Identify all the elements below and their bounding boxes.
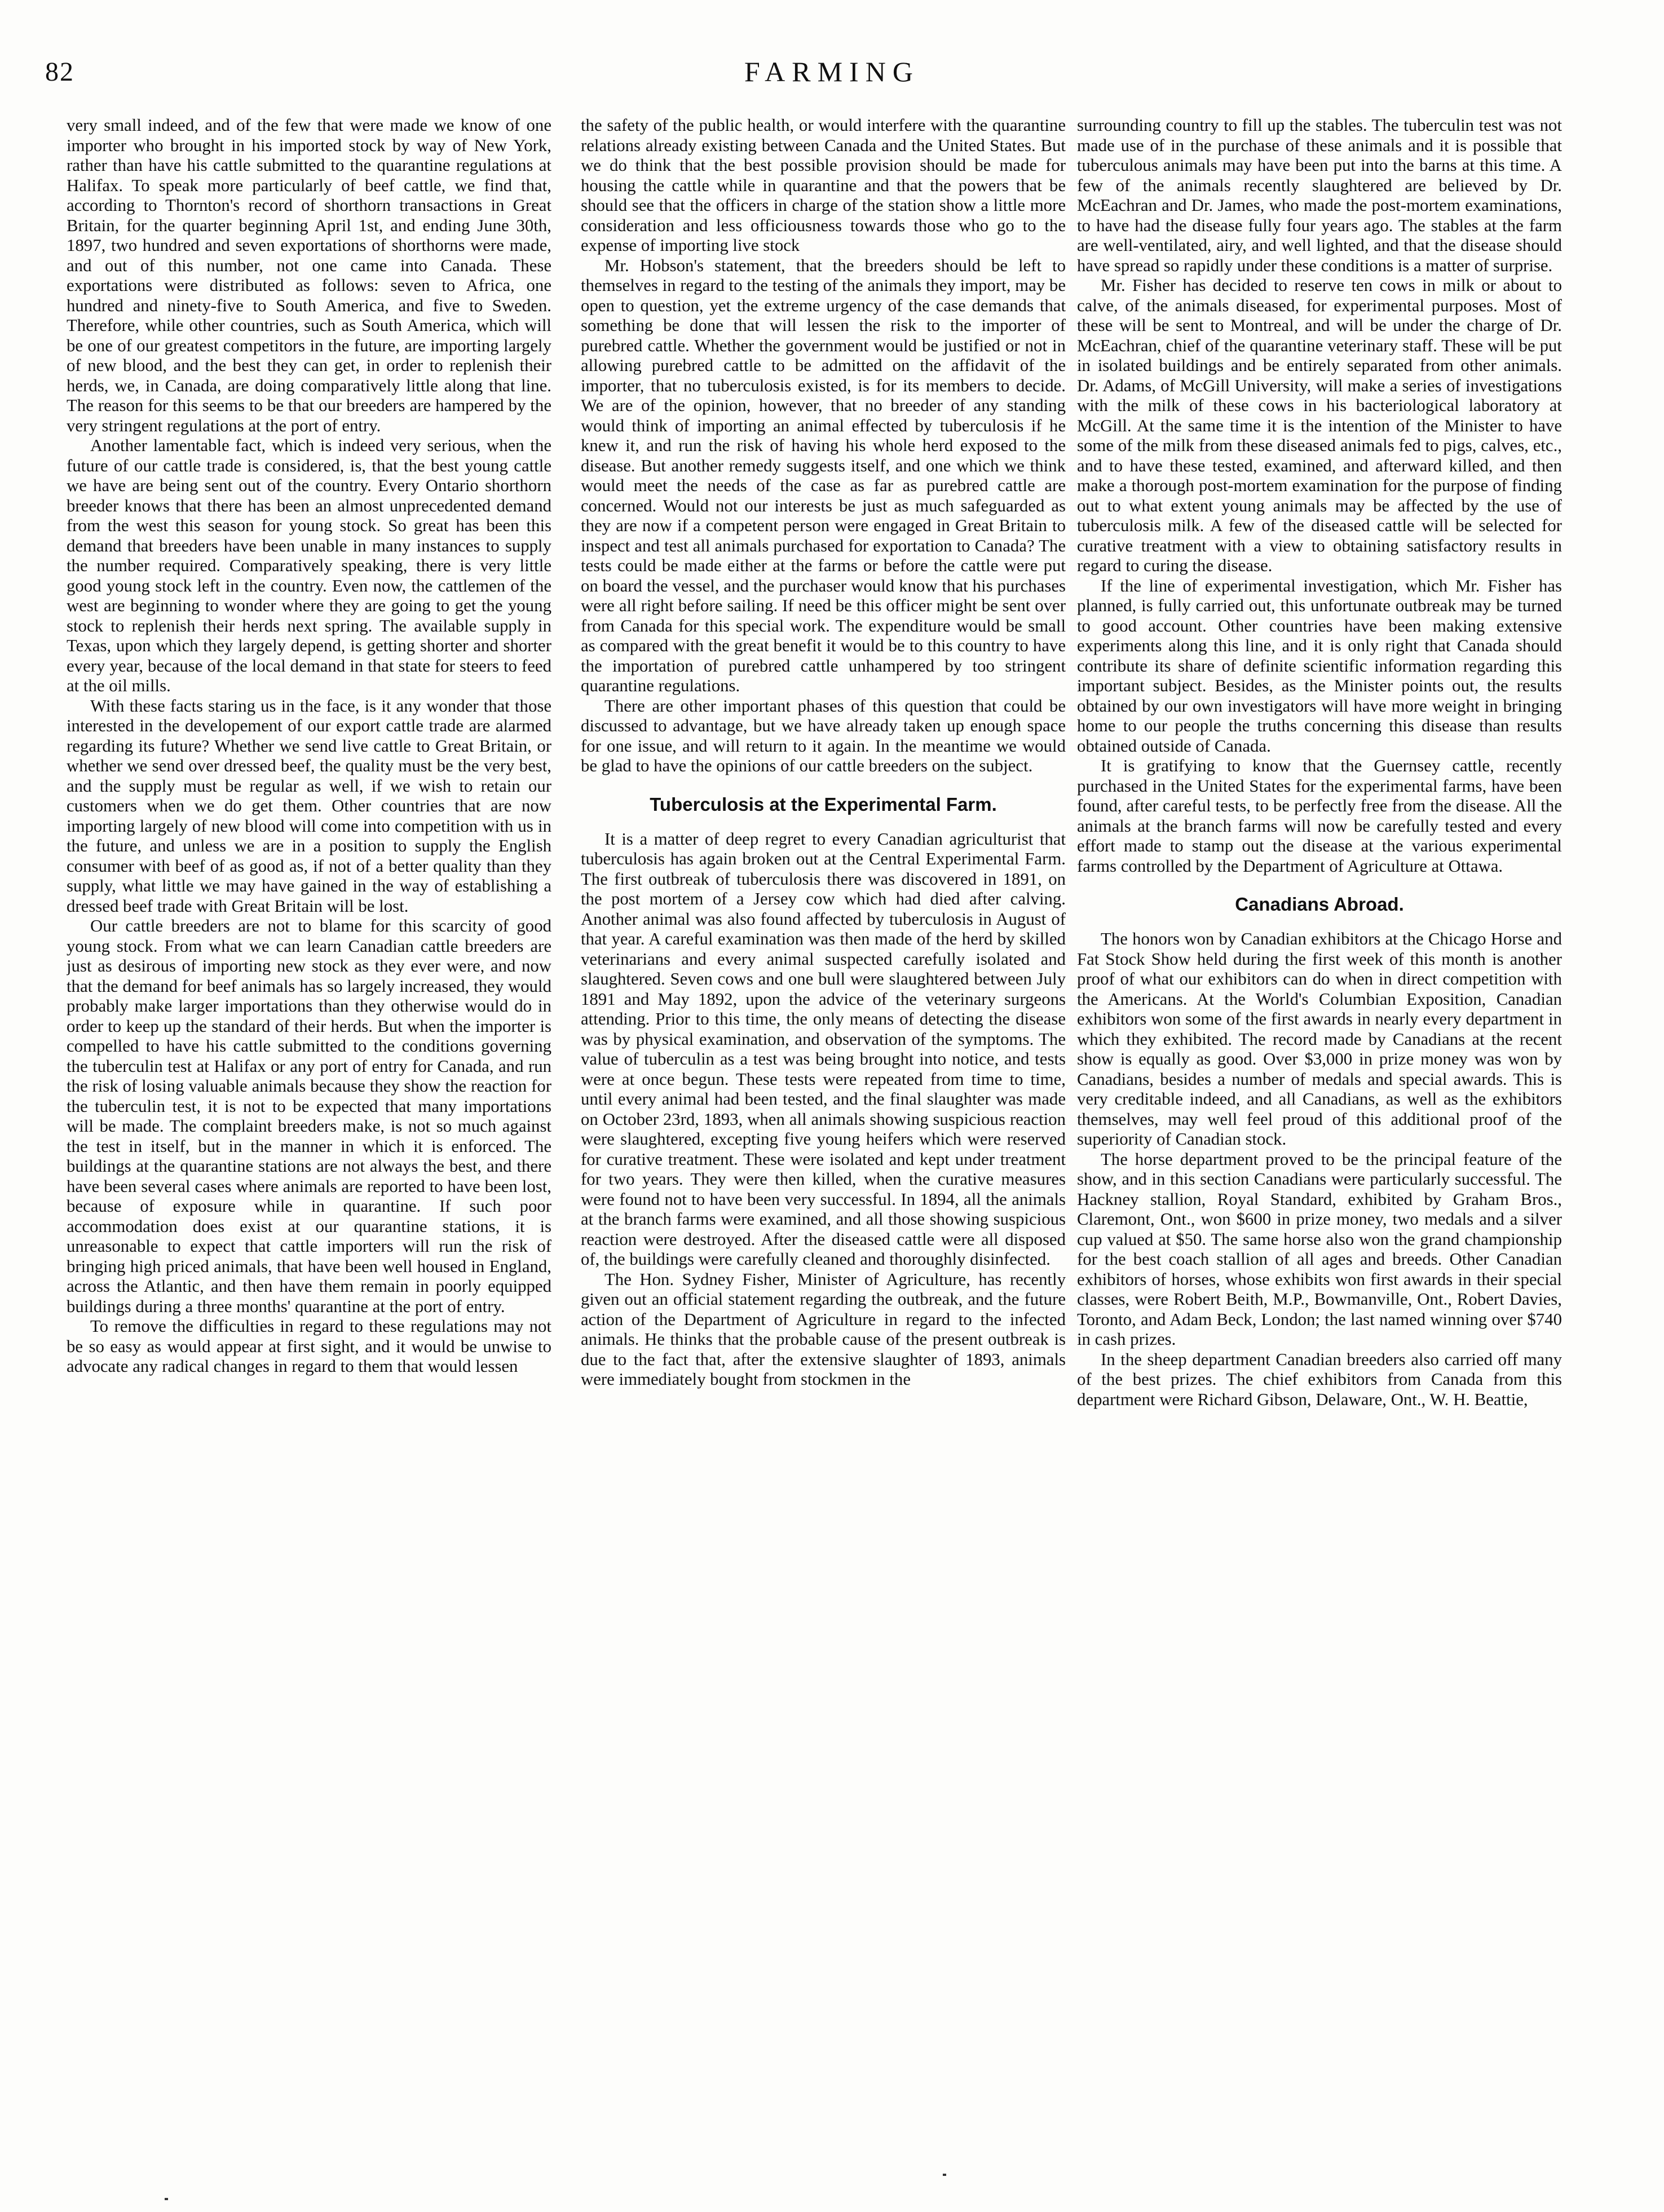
running-head: FARMING	[744, 56, 920, 87]
section-heading: Canadians Abroad.	[1235, 894, 1404, 915]
article-paragraph: The Hon. Sydney Fisher, Minister of Agriculture, has recently given out an official statement regarding the outbreak, and the future action of the Department of Agriculture in regard to the infected animals. He thinks that the probable cause of the present outbreak is due to the fact that, after the extensive slaughter of 1893, animals were immediately bought from stockmen in the	[581, 1269, 1066, 1389]
article-paragraph: It is gratifying to know that the Guernsey cattle, recently purchased in the United States for the experimental farms, have been found, after careful tests, to be perfectly free from the disease. All the animals at the branch farms will now be carefully tested and every effort made to stamp out the disease at the various experimental farms controlled by the Department of Agriculture at Ottawa.	[1077, 756, 1562, 876]
article-paragraph: It is a matter of deep regret to every Canadian agriculturist that tuberculosis has again broken out at the Central Experimental Farm. The first outbreak of tuberculosis there was discovered in 1891, on the post mortem of a Jersey cow which had died after calving. Another animal was also found affected by tuberculosis in August of that year. A careful examination was then made of the herd by skilled veterinarians and every animal suspected carefully isolated and slaughtered. Seven cows and one bull were slaughtered between July 1891 and May 1892, upon the advice of the veterinary surgeons attending. Prior to this time, the only means of detecting the disease was by physical examination, and observation of the symptoms. The value of tuberculin as a test was being brought into notice, and tests were at once begun. These tests were repeated from time to time, until every animal had been tested, and the final slaughter was made on October 23rd, 1893, when all animals showing suspicious reaction were slaughtered, excepting five young heifers which were reserved for curative treatment. These were isolated and kept under treatment for two years. They were then killed, when the curative measures were found not to have been very successful. In 1894, all the animals at the branch farms were examined, and all those showing suspicious reaction were destroyed. After the diseased cattle were all disposed of, the buildings were carefully cleaned and thoroughly disinfected.	[581, 829, 1066, 1269]
print-speck	[943, 2174, 946, 2176]
article-paragraph: Another lamentable fact, which is indeed very serious, when the future of our cattle trade is considered, is, that the best young cattle we have are being sent out of the country. Every Ontario shorthorn breeder knows that there has been an almost unprecedented demand from the west this season for young stock. So great has been this demand that breeders have been unable in many instances to supply the number required. Comparatively speaking, there is very little good young stock left in the country. Even now, the cattlemen of the west are beginning to wonder where they are going to get the young stock to replenish their herds next spring. The available supply in Texas, upon which they largely depend, is getting shorter and shorter every year, because of the local demand in that state for steers to feed at the oil mills.	[67, 436, 551, 695]
column-1	[67, 116, 551, 2168]
article-paragraph: With these facts staring us in the face, is it any wonder that those interested in the developement of our export cattle trade are alarmed regarding its future? Whether we send live cattle to Great Britain, or whether we send over dressed beef, the quality must be the very best, and the supply must be regular as well, if we wish to retain our customers when we do get them. Other countries that are now importing largely of new blood will come into competition with us in the future, and unless we are in a position to supply the English consumer with beef of as good as, if not of a better quality than they supply, what little we may have gained in the way of establishing a dressed beef trade with Great Britain will be lost.	[67, 696, 551, 916]
column-3	[1077, 116, 1562, 2168]
article-paragraph: Our cattle breeders are not to blame for this scarcity of good young stock. From what we can learn Canadian cattle breeders are just as desirous of importing new stock as they ever were, and now that the demand for beef animals has so largely increased, they would probably make larger importations than they otherwise would do in order to keep up the standard of their herds. But when the importer is compelled to have his cattle submitted to the conditions governing the tuberculin test at Halifax or any port of entry for Canada, and run the risk of losing valuable animals because they show the reaction for the tuberculin test, it is not to be expected that many importations will be made. The complaint breeders make, is not so much against the test in itself, but in the manner in which it is enforced. The buildings at the quarantine stations are not always the best, and there have been several cases where animals are reported to have been lost, because of exposure while in quarantine. If such poor accommodation does exist at our quarantine stations, it is unreasonable to expect that cattle importers will run the risk of bringing high priced animals, that have been well housed in England, across the Atlantic, and then have them remain in poorly equipped buildings during a three months' quarantine at the port of entry.	[67, 916, 551, 1316]
article-paragraph: In the sheep department Canadian breeders also carried off many of the best prizes. The chief exhibitors from Canada from this department were Richard Gibson, Delaware, Ont., W. H. Beattie,	[1077, 1349, 1562, 1409]
column-2	[581, 116, 1066, 2168]
article-paragraph: Mr. Fisher has decided to reserve ten cows in milk or about to calve, of the animals diseased, for experimental purposes. Most of these will be sent to Montreal, and will be under the charge of Dr. McEachran, chief of the quarantine veterinary staff. These will be put in isolated buildings and be entirely separated from other animals. Dr. Adams, of McGill University, will make a series of investigations with the milk of these cows in his bacteriological laboratory at McGill. At the same time it is the intention of the Minister to have some of the milk from these diseased animals fed to pigs, calves, etc., and to have these tested, examined, and afterward killed, and then make a thorough post-mortem examination for the purpose of finding out to what extent young animals may be affected by the use of tuberculosis milk. A few of the diseased cattle will be selected for curative treatment with a view to obtaining satisfactory results in regard to curing the disease.	[1077, 276, 1562, 575]
article-paragraph: surrounding country to fill up the stables. The tuberculin test was not made use of in the purchase of these animals and it is possible that tuberculous animals may have been put into the barns at this time. A few of the animals recently slaughtered are believed by Dr. McEachran and Dr. James, who made the post-mortem examinations, to have had the disease fully four years ago. The stables at the farm are well-ventilated, airy, and well lighted, and that the disease should have spread so rapidly under these conditions is a matter of surprise.	[1077, 116, 1562, 275]
article-paragraph: To remove the difficulties in regard to these regulations may not be so easy as would appear at first sight, and it would be unwise to advocate any radical changes in regard to them that would lessen	[67, 1317, 551, 1376]
section-heading: Tuberculosis at the Experimental Farm.	[650, 793, 997, 815]
article-paragraph: If the line of experimental investigation, which Mr. Fisher has planned, is fully carried out, this unfortunate outbreak may be turned to good account. Other countries have been making extensive experiments along this line, and it is only right that Canada should contribute its share of definite scientific information regarding this important subject. Besides, as the Minister points out, the results obtained by our own investigators will have more weight in bringing home to our people the truths concerning this disease than results obtained outside of Canada.	[1077, 576, 1562, 756]
article-paragraph: The honors won by Canadian exhibitors at the Chicago Horse and Fat Stock Show held during the first week of this month is another proof of what our exhibitors can do when in direct competition with the Americans. At the World's Columbian Exposition, Canadian exhibitors won some of the first awards in nearly every department in which they exhibited. The record made by Canadians at the recent show is equally as good. Over $3,000 in prize money was won by Canadians, besides a number of medals and special awards. This is very creditable indeed, and all Canadians, as well as the exhibitors themselves, may well feel proud of this additional proof of the superiority of Canadian stock.	[1077, 929, 1562, 1149]
article-paragraph: the safety of the public health, or would interfere with the quarantine relations already existing between Canada and the United States. But we do think that the best possible provision should be made for housing the cattle while in quarantine and that the powers that be should see that the officers in charge of the station show a little more consideration and less officiousness towards those who go to the expense of importing live stock	[581, 116, 1066, 255]
page-number: 82	[45, 57, 74, 87]
print-speck	[165, 2198, 168, 2200]
article-paragraph: There are other important phases of this question that could be discussed to advantage, but we have already taken up enough space for one issue, and will return to it again. In the meantime we would be glad to have the opinions of our cattle breeders on the subject.	[581, 696, 1066, 775]
article-paragraph: very small indeed, and of the few that were made we know of one importer who brought in his imported stock by way of New York, rather than have his cattle submitted to the quarantine regulations at Halifax. To speak more particularly of beef cattle, we find that, according to Thornton's record of shorthorn transactions in Great Britain, for the quarter beginning April 1st, and ending June 30th, 1897, two hundred and seven exportations of shorthorns were made, and out of this number, not one came into Canada. These exportations were distributed as follows: seven to Africa, one hundred and ninety-five to South America, and five to Sweden. Therefore, while other countries, such as South America, which will be one of our greatest competitors in the future, are importing largely of new blood, and the best they can get, in order to replenish their herds, we, in Canada, are doing comparatively little along that line. The reason for this seems to be that our breeders are hampered by the very stringent regulations at the port of entry.	[67, 116, 551, 435]
article-paragraph: The horse department proved to be the principal feature of the show, and in this section Canadians were particularly successful. The Hackney stallion, Royal Standard, exhibited by Graham Bros., Claremont, Ont., won $600 in prize money, two medals and a silver cup valued at $50. The same horse also won the grand championship for the best coach stallion of all ages and breeds. Other Canadian exhibitors of horses, whose exhibits won first awards in their special classes, were Robert Beith, M.P., Bowmanville, Ont., Robert Davies, Toronto, and Adam Beck, London; the last named winning over $740 in cash prizes.	[1077, 1149, 1562, 1349]
article-paragraph: Mr. Hobson's statement, that the breeders should be left to themselves in regard to the testing of the animals they import, may be open to question, yet the extreme urgency of the case demands that something be done that will lessen the risk to the importer of purebred cattle. Whether the government would be justified or not in allowing purebred cattle to be admitted on the affidavit of the importer, that no tuberculosis existed, is for its members to decide. We are of the opinion, however, that no breeder of any standing would think of importing an animal effected by tuberculosis if he knew it, and run the risk of having his whole herd exposed to the disease. But another remedy suggests itself, and one which we think would meet the needs of the case as far as purebred cattle are concerned. Would not our interests be just as much safeguarded as they are now if a competent person were engaged in Great Britain to inspect and test all animals purchased for exportation to Canada? The tests could be made either at the farms or before the cattle were put on board the vessel, and the purchaser would know that his purchases were all right before sailing. If need be this officer might be sent over from Canada for this special work. The expenditure would be small as compared with the great benefit it would be to this country to have the importation of purebred cattle unhampered by too stringent quarantine regulations.	[581, 255, 1066, 695]
